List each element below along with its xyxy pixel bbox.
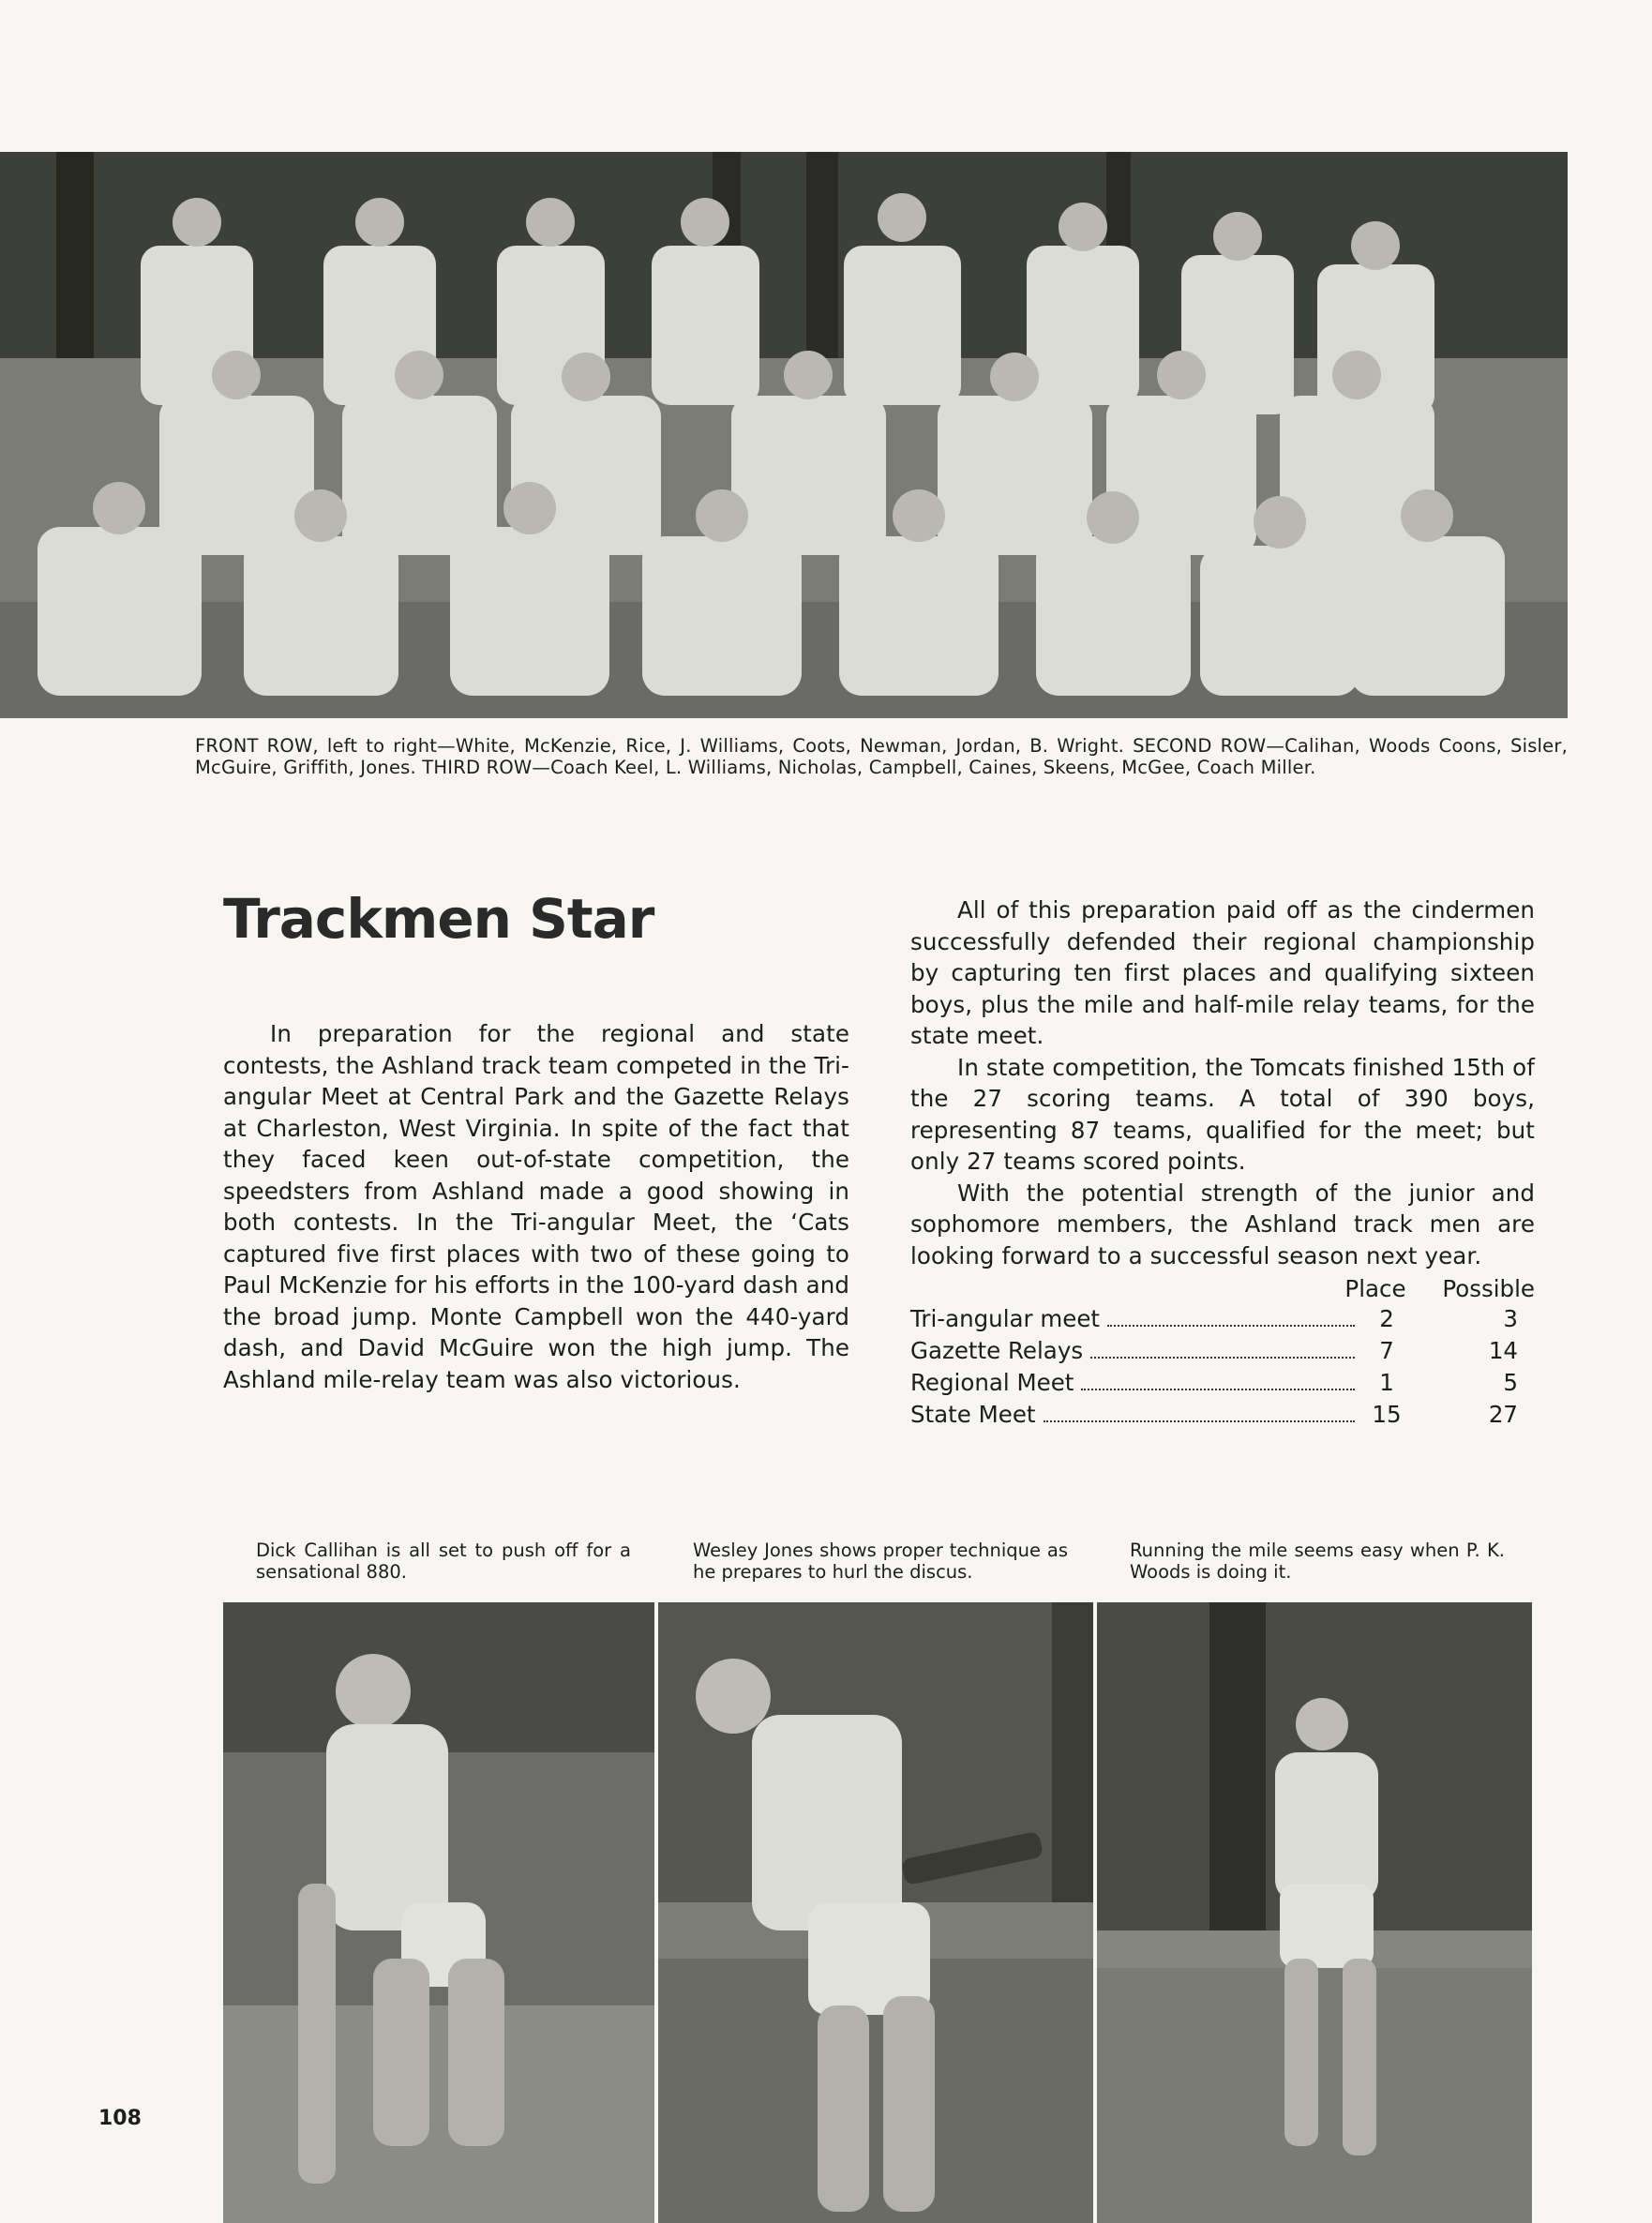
callihan-photo [223, 1602, 654, 2223]
woods-photo [1097, 1602, 1532, 2223]
article-right-column [910, 894, 1535, 1271]
leader-dots [1090, 1357, 1355, 1359]
jones-photo [658, 1602, 1093, 2223]
woods-photo-caption: Running the mile seems easy when P. K. Woods is doing it. [1130, 1540, 1505, 1583]
possible-value: 27 [1488, 1401, 1518, 1428]
results-row [910, 1337, 1535, 1369]
possible-value: 3 [1503, 1305, 1518, 1332]
results-header [910, 1275, 1535, 1305]
meet-name: State Meet [910, 1401, 1036, 1428]
article-paragraph: With the potential strength of the junior and sophomore members, the Ashland track men are looking forward to a successful season next year. [910, 1179, 1535, 1269]
page-number: 108 [98, 2107, 142, 2130]
possible-value: 5 [1503, 1369, 1518, 1396]
meet-name: Regional Meet [910, 1369, 1074, 1396]
jones-photo-caption: Wesley Jones shows proper technique as he prepares to hurl the discus. [693, 1540, 1068, 1583]
article-paragraph: All of this preparation paid off as the cindermen successfully defended their regional championship by capturing ten first places and qualifying sixteen boys, plus the mile and half-mile relay teams, for the state meet. [910, 896, 1535, 1049]
leader-dots [1107, 1325, 1355, 1327]
team-photo [0, 152, 1568, 718]
meet-name: Gazette Relays [910, 1337, 1084, 1364]
article-headline: Trackmen Star [223, 887, 654, 951]
team-photo-caption: FRONT ROW, left to right—White, McKenzie, Rice, J. Williams, Coots, Newman, Jordan, B. Wright. SECOND ROW—Calihan, Woods Coons, Sisler, McGuire, Griffith, Jones. THIRD ROW—Coach Keel, L. Williams, Nicholas, Campbell, Caines, Skeens, McGee, Coach Miller. [195, 735, 1568, 778]
article-paragraph: In state competition, the Tomcats finished 15th of the 27 scoring teams. A total of 390 boys, representing 87 teams, qualified for the meet; but only 27 teams scored points. [910, 1053, 1535, 1175]
callihan-photo-caption: Dick Callihan is all set to push off for a sensational 880. [256, 1540, 631, 1583]
meet-name: Tri-angular meet [910, 1305, 1101, 1332]
article-left-column [223, 1018, 849, 1395]
results-row [910, 1369, 1535, 1401]
place-value: 2 [1379, 1305, 1394, 1332]
results-table [910, 1275, 1535, 1433]
place-value: 15 [1372, 1401, 1402, 1428]
place-value: 1 [1379, 1369, 1394, 1396]
place-value: 7 [1379, 1337, 1394, 1364]
possible-value: 14 [1488, 1337, 1518, 1364]
article-paragraph: In preparation for the regional and state contests, the Ashland track team competed in the Tri-angular Meet at Central Park and the Gazette Relays at Charleston, West Virginia. In spite of the fact that they faced keen out-of-state competition, the speedsters from Ashland made a good showing in both contests. In the Tri-angular Meet, the ‘Cats captured five first places with two of these going to Paul McKenzie for his efforts in the 100-yard dash and the broad jump. Monte Campbell won the 440-yard dash, and David McGuire won the high jump. The Ashland mile-relay team was also victorious. [223, 1020, 849, 1393]
leader-dots [1044, 1420, 1355, 1422]
place-header: Place [1344, 1275, 1406, 1302]
possible-header: Possible [1442, 1275, 1535, 1302]
results-row [910, 1401, 1535, 1433]
results-row [910, 1305, 1535, 1337]
leader-dots [1081, 1389, 1355, 1390]
